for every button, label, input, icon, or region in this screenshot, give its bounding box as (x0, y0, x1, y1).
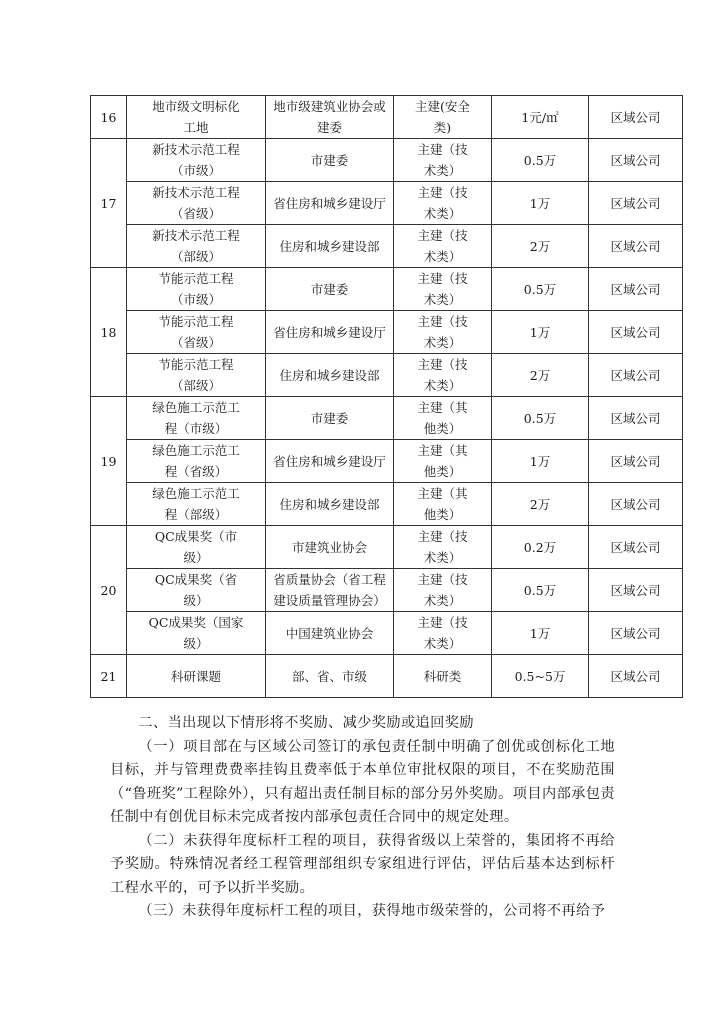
payer-cell: 区域公司 (589, 354, 683, 397)
award-name-cell: 节能示范工程（部级） (127, 354, 266, 397)
category-cell: 主建（技术类） (394, 526, 492, 569)
category-cell: 主建（其他类） (394, 440, 492, 483)
category-cell: 主建(安全类) (394, 96, 492, 139)
payer-cell: 区域公司 (589, 483, 683, 526)
issuer-cell: 市建委 (266, 139, 394, 182)
paragraph-2: （二）未获得年度标杆工程的项目，获得省级以上荣誉的，集团将不再给予奖励。特殊情况者经工程管理部组织专家组进行评估，评估后基本达到标杆工程水平的，可予以折半奖励。 (110, 832, 615, 896)
amount-cell: 0.2万 (492, 526, 589, 569)
issuer-cell: 省住房和城乡建设厅 (266, 440, 394, 483)
issuer-cell: 中国建筑业协会 (266, 612, 394, 655)
table-row (91, 311, 683, 354)
amount-cell: 2万 (492, 225, 589, 268)
payer-cell: 区域公司 (589, 268, 683, 311)
amount-cell: 2万 (492, 354, 589, 397)
item-number-cell: 20 (91, 526, 127, 655)
category-cell: 主建（技术类） (394, 311, 492, 354)
category-cell: 科研类 (394, 655, 492, 698)
award-name-cell: 地市级文明标化工地 (127, 96, 266, 139)
award-name-cell: QC成果奖（市级） (127, 526, 266, 569)
payer-cell: 区域公司 (589, 182, 683, 225)
payer-cell: 区域公司 (589, 311, 683, 354)
table-row (91, 569, 683, 612)
table-row (91, 268, 683, 311)
payer-cell: 区域公司 (589, 569, 683, 612)
amount-cell: 1万 (492, 182, 589, 225)
category-cell: 主建（技术类） (394, 569, 492, 612)
payer-cell: 区域公司 (589, 612, 683, 655)
category-cell: 主建（技术类） (394, 182, 492, 225)
amount-cell: 2万 (492, 483, 589, 526)
issuer-cell: 省住房和城乡建设厅 (266, 182, 394, 225)
issuer-cell: 住房和城乡建设部 (266, 225, 394, 268)
issuer-cell: 住房和城乡建设部 (266, 483, 394, 526)
item-number-cell: 17 (91, 139, 127, 268)
table-row (91, 612, 683, 655)
table-row (91, 225, 683, 268)
issuer-cell: 省质量协会（省工程建设质量管理协会） (266, 569, 394, 612)
paragraph-3: （三）未获得年度标杆工程的项目，获得地市级荣誉的，公司将不再给予 (138, 903, 606, 919)
table-row (91, 182, 683, 225)
table-row (91, 526, 683, 569)
award-name-cell: 绿色施工示范工程（省级） (127, 440, 266, 483)
award-name-cell: 新技术示范工程（部级） (127, 225, 266, 268)
issuer-cell: 部、省、市级 (266, 655, 394, 698)
table-row (91, 440, 683, 483)
category-cell: 主建（其他类） (394, 483, 492, 526)
award-name-cell: QC成果奖（国家级） (127, 612, 266, 655)
table-row (91, 139, 683, 182)
amount-cell: 1万 (492, 612, 589, 655)
award-name-cell: 新技术示范工程（省级） (127, 182, 266, 225)
table-row (91, 354, 683, 397)
amount-cell: 1元/㎡ (492, 96, 589, 139)
category-cell: 主建（技术类） (394, 354, 492, 397)
payer-cell: 区域公司 (589, 526, 683, 569)
category-cell: 主建（技术类） (394, 268, 492, 311)
amount-cell: 1万 (492, 440, 589, 483)
award-table (90, 95, 683, 698)
category-cell: 主建（技术类） (394, 612, 492, 655)
amount-cell: 0.5万 (492, 397, 589, 440)
award-name-cell: 科研课题 (127, 655, 266, 698)
item-number-cell: 16 (91, 96, 127, 139)
payer-cell: 区域公司 (589, 440, 683, 483)
amount-cell: 0.5万 (492, 569, 589, 612)
table-row (91, 483, 683, 526)
issuer-cell: 市建筑业协会 (266, 526, 394, 569)
payer-cell: 区域公司 (589, 139, 683, 182)
payer-cell: 区域公司 (589, 655, 683, 698)
payer-cell: 区域公司 (589, 397, 683, 440)
paragraph-1: （一）项目部在与区域公司签订的承包责任制中明确了创优或创标化工地目标，并与管理费费率挂钩且费率低于本单位审批权限的项目，不在奖励范围（“鲁班奖”工程除外），只有超出责任制目标的部分另外奖励。项目内部承包责任制中有创优目标未完成者按内部承包责任合同中的规定处理。 (110, 738, 615, 825)
award-name-cell: QC成果奖（省级） (127, 569, 266, 612)
amount-cell: 0.5~5万 (492, 655, 589, 698)
item-number-cell: 21 (91, 655, 127, 698)
award-name-cell: 新技术示范工程（市级） (127, 139, 266, 182)
award-name-cell: 节能示范工程（省级） (127, 311, 266, 354)
issuer-cell: 市建委 (266, 268, 394, 311)
award-name-cell: 绿色施工示范工程（部级） (127, 483, 266, 526)
section-heading: 二、当出现以下情形将不奖励、减少奖励或追回奖励 (138, 715, 474, 731)
table-row (91, 655, 683, 698)
category-cell: 主建（技术类） (394, 139, 492, 182)
issuer-cell: 地市级建筑业协会或建委 (266, 96, 394, 139)
award-name-cell: 绿色施工示范工程（市级） (127, 397, 266, 440)
issuer-cell: 市建委 (266, 397, 394, 440)
amount-cell: 1万 (492, 311, 589, 354)
item-number-cell: 19 (91, 397, 127, 526)
payer-cell: 区域公司 (589, 225, 683, 268)
issuer-cell: 省住房和城乡建设厅 (266, 311, 394, 354)
award-name-cell: 节能示范工程（市级） (127, 268, 266, 311)
payer-cell: 区域公司 (589, 96, 683, 139)
amount-cell: 0.5万 (492, 268, 589, 311)
amount-cell: 0.5万 (492, 139, 589, 182)
table-row (91, 397, 683, 440)
category-cell: 主建（其他类） (394, 397, 492, 440)
category-cell: 主建（技术类） (394, 225, 492, 268)
issuer-cell: 住房和城乡建设部 (266, 354, 394, 397)
body-text (110, 712, 615, 924)
item-number-cell: 18 (91, 268, 127, 397)
table-row (91, 96, 683, 139)
